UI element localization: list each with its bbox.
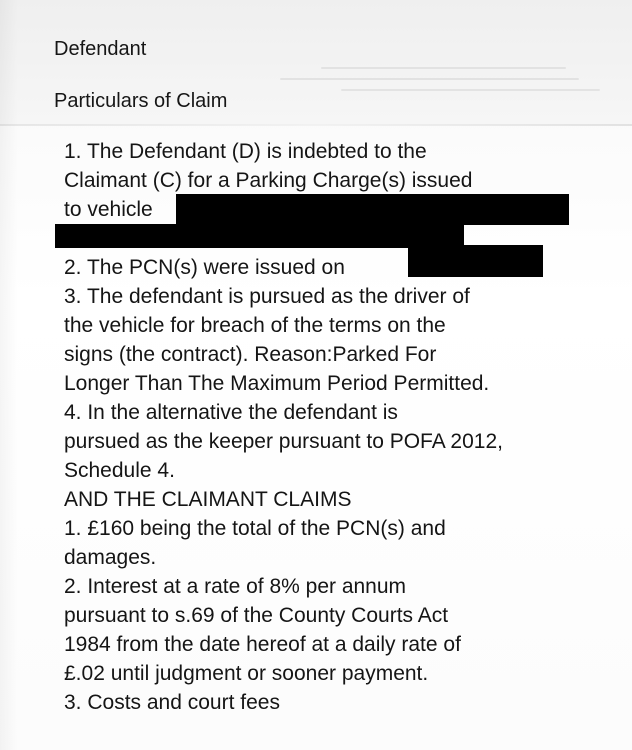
claim-line-10: 4. In the alternative the defendant is (64, 401, 398, 424)
claim-line-16: 2. Interest at a rate of 8% per annum (64, 575, 407, 598)
claim-line-8: signs (the contract). Reason:Parked For (64, 343, 437, 366)
paper-fold-line (0, 124, 632, 126)
particulars-of-claim-heading: Particulars of Claim (54, 90, 228, 112)
vehicle-redaction-box (176, 194, 569, 225)
claim-line-15: damages. (64, 546, 157, 569)
claim-line-18: 1984 from the date hereof at a daily rate of (64, 633, 461, 656)
claim-line-11: pursued as the keeper pursuant to POFA 2012, (64, 430, 503, 453)
claim-line-7: the vehicle for breach of the terms on the (64, 314, 446, 337)
faint-bleed-through-text (280, 58, 620, 108)
claim-line-12: Schedule 4. (64, 459, 175, 482)
claim-line-13: AND THE CLAIMANT CLAIMS (64, 488, 352, 511)
defendant-label: Defendant (54, 38, 147, 60)
claim-line-9: Longer Than The Maximum Period Permitted. (64, 372, 490, 395)
scan-shadow (0, 0, 18, 750)
claim-line-17: pursuant to s.69 of the County Courts Act (64, 604, 449, 627)
claim-line-5: 2. The PCN(s) were issued on (64, 256, 345, 279)
claim-line-14: 1. £160 being the total of the PCN(s) and (64, 517, 446, 540)
claim-line-20: 3. Costs and court fees (64, 691, 280, 714)
issue-date-redaction-box (408, 245, 543, 277)
claim-line-6: 3. The defendant is pursued as the driver of (64, 285, 470, 308)
claim-line-2: Claimant (C) for a Parking Charge(s) issued (64, 169, 473, 192)
second-line-redaction-box (55, 224, 464, 248)
vehicle-label: to vehicle (64, 195, 153, 225)
claim-line-1: 1. The Defendant (D) is indebted to the (64, 140, 427, 163)
claim-line-19: £.02 until judgment or sooner payment. (64, 662, 429, 685)
